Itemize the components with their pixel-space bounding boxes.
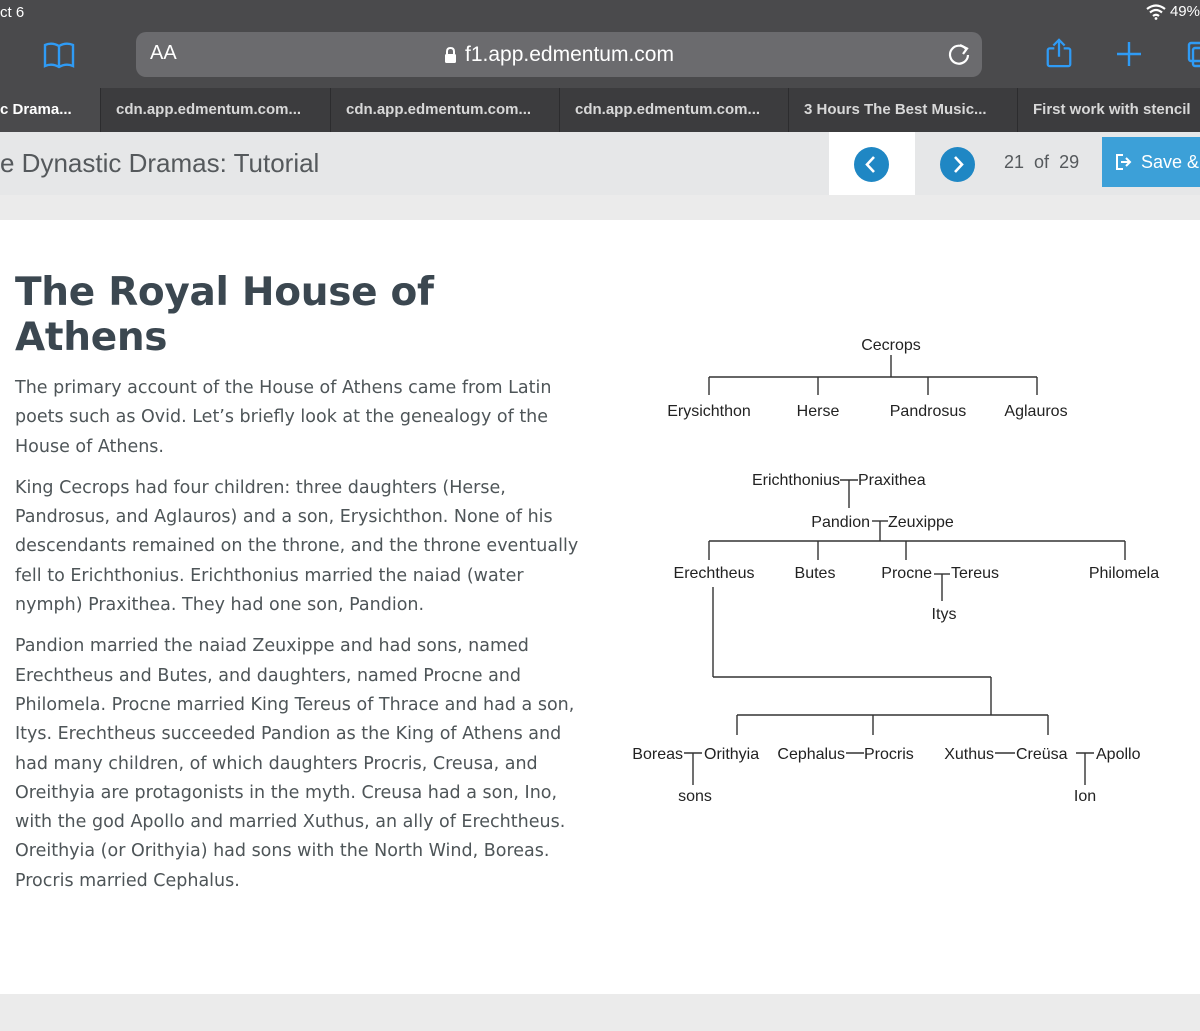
person-cephalus: Cephalus [777, 746, 845, 763]
person-orithyia: Orithyia [704, 746, 760, 763]
lesson-header [0, 132, 1200, 195]
wifi-icon [1146, 4, 1166, 20]
person-tereus: Tereus [951, 565, 1000, 582]
page-counter [1004, 152, 1079, 173]
reload-icon[interactable] [946, 41, 972, 67]
lock-icon [444, 46, 457, 64]
browser-toolbar [0, 26, 1200, 88]
bookmarks-icon[interactable] [42, 40, 76, 70]
next-page-button[interactable] [940, 147, 975, 182]
tree-names [632, 337, 1159, 805]
new-tab-icon[interactable] [1114, 39, 1144, 69]
person-butes: Butes [794, 565, 836, 582]
tab-cdn-2[interactable]: cdn.app.edmentum.com... [330, 88, 559, 132]
person-cecrops: Cecrops [861, 337, 921, 354]
prev-nav-box [829, 132, 915, 195]
exit-icon [1115, 153, 1133, 171]
person-praxithea: Praxithea [858, 472, 926, 489]
article-paragraph: Pandion married the naiad Zeuxippe and had sons, named Erechtheus and Butes, and daughters, named Procne and Philomela. Procne married King Tereus of Thrace and had a son, Itys. Erechtheus succeeded Pandion as the King of Athens and had many children, of which daughters Procris, Creusa, and Oreithyia are protagonists in the myth. Creusa had a son, Ino, with the god Apollo and married Xuthus, an ally of Erechtheus. Oreithyia (or Orithyia) had sons with the North Wind, Boreas. Procris married Cephalus. [15, 636, 575, 891]
reader-aa-button[interactable]: AA [150, 42, 177, 64]
family-tree-diagram [620, 325, 1180, 825]
page-current: 21 [1004, 152, 1025, 172]
battery-percent: 49% [1169, 3, 1200, 20]
content-bottom-band [0, 994, 1200, 1031]
lesson-title: e Dynastic Dramas: Tutorial [0, 148, 320, 178]
content-top-band [0, 195, 1200, 220]
tab-cdn-3[interactable]: cdn.app.edmentum.com... [559, 88, 788, 132]
person-aglauros: Aglauros [1004, 403, 1068, 420]
person-pandrosus: Pandrosus [889, 403, 967, 420]
person-creusa: Creüsa [1016, 746, 1068, 763]
person-philomela: Philomela [1088, 565, 1160, 582]
tab-strip [0, 88, 1200, 132]
status-time: ct 6 [0, 4, 25, 21]
url-text: f1.app.edmentum.com [465, 42, 674, 66]
person-herse: Herse [796, 403, 840, 420]
person-itys: Itys [931, 606, 957, 623]
article-paragraph: King Cecrops had four children: three daughters (Herse, Pandrosus, and Aglauros) and a son, Erysichthon. None of his descendants remained on the throne, and the throne eventually fell to Erichthonius. Erichthonius married the naiad (water nymph) Praxithea. They had one son, Pandion. [15, 477, 579, 616]
person-erechtheus: Erechtheus [673, 565, 755, 582]
status-bar [0, 0, 1200, 26]
person-pandion: Pandion [811, 514, 870, 531]
chevron-right-icon [940, 147, 975, 182]
person-procris: Procris [864, 746, 914, 763]
person-xuthus: Xuthus [944, 746, 994, 763]
article-title: The Royal House of Athens [15, 270, 434, 360]
person-procne: Procne [881, 565, 932, 582]
tab-stencil[interactable]: First work with stencil [1017, 88, 1200, 132]
person-boreas: Boreas [632, 746, 683, 763]
article-paragraph: The primary account of the House of Athens came from Latin poets such as Ovid. Let’s briefly look at the genealogy of the House of Athens. [15, 378, 552, 457]
person-erysichthon: Erysichthon [667, 403, 751, 420]
chevron-left-icon [854, 147, 889, 182]
save-exit-button[interactable] [1102, 137, 1200, 187]
save-label: Save & [1141, 152, 1200, 172]
address-bar[interactable] [136, 32, 982, 77]
person-ion: Ion [1073, 788, 1097, 805]
person-sons: sons [678, 788, 712, 805]
person-erichthonius: Erichthonius [751, 472, 840, 489]
tab-dynastic-drama[interactable]: c Drama... [0, 88, 100, 132]
share-icon[interactable] [1042, 38, 1076, 68]
previous-page-button[interactable] [854, 147, 889, 182]
tab-music[interactable]: 3 Hours The Best Music... [788, 88, 1017, 132]
page-total: 29 [1059, 152, 1080, 172]
person-apollo: Apollo [1096, 746, 1141, 763]
person-zeuxippe: Zeuxippe [888, 514, 954, 531]
tabs-overview-icon[interactable] [1186, 40, 1200, 70]
page-of: of [1034, 152, 1050, 172]
status-right [1146, 3, 1200, 20]
article [15, 270, 585, 908]
url-display [136, 32, 982, 77]
tab-cdn-1[interactable]: cdn.app.edmentum.com... [100, 88, 330, 132]
